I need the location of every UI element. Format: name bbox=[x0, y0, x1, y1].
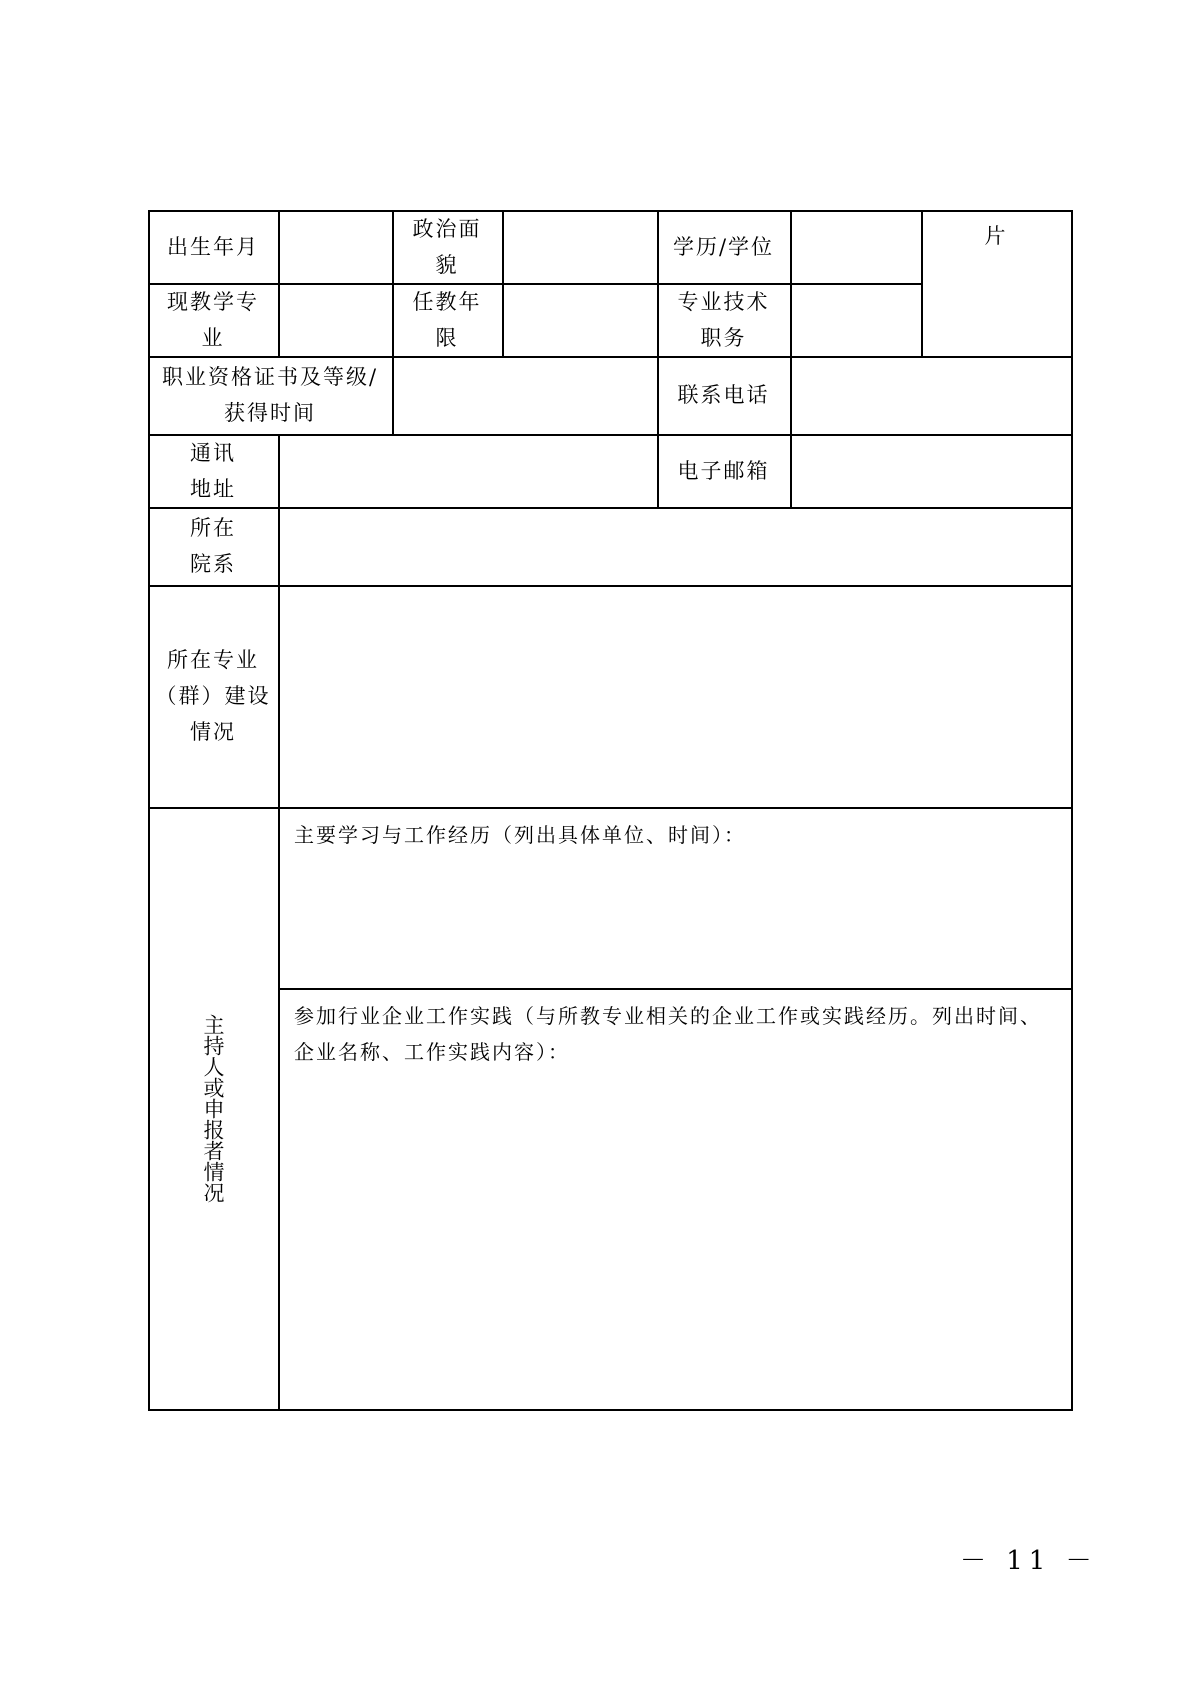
political-status-label: 政治面 貌 bbox=[412, 216, 482, 277]
teaching-years-field[interactable] bbox=[504, 285, 657, 356]
email-field[interactable] bbox=[792, 436, 1071, 507]
degree-field[interactable] bbox=[792, 212, 921, 283]
table-border-right bbox=[1071, 210, 1073, 1411]
phone-label: 联系电话 bbox=[677, 383, 770, 407]
professional-title-label: 专业技术 职务 bbox=[677, 289, 770, 350]
experience-label: 主要学习与工作经历（列出具体单位、时间）： bbox=[294, 823, 746, 847]
degree-label: 学历/学位 bbox=[672, 234, 775, 259]
industry-practice-field[interactable] bbox=[280, 990, 1071, 1409]
birth-date-label: 出生年月 bbox=[167, 234, 259, 259]
photo-box[interactable]: 片 bbox=[984, 224, 1008, 248]
teaching-major-field[interactable] bbox=[280, 285, 392, 356]
department-label: 所在 院系 bbox=[190, 516, 236, 576]
industry-practice-label: 参加行业企业工作实践（与所教专业相关的企业工作或实践经历。列出时间、企业名称、工作实践内容）： bbox=[294, 1004, 1042, 1064]
professional-title-field[interactable] bbox=[792, 285, 921, 356]
address-field[interactable] bbox=[280, 436, 657, 507]
table-border-bottom bbox=[148, 1409, 1073, 1411]
program-construction-label: 所在专业 （群）建设 情况 bbox=[155, 648, 271, 744]
program-construction-field[interactable] bbox=[280, 587, 1071, 807]
certificate-label: 职业资格证书及等级/ 获得时间 bbox=[161, 365, 379, 425]
page-number: － 11 － bbox=[960, 1546, 1098, 1576]
experience-field[interactable] bbox=[280, 809, 1071, 988]
address-label: 通讯 地址 bbox=[190, 440, 236, 501]
birth-date-field[interactable] bbox=[280, 212, 392, 283]
department-field[interactable] bbox=[280, 509, 1071, 585]
teaching-years-label: 任教年 限 bbox=[412, 289, 482, 350]
email-label: 电子邮箱 bbox=[677, 458, 770, 483]
phone-field[interactable] bbox=[792, 358, 1071, 434]
political-status-field[interactable] bbox=[504, 212, 657, 283]
host-info-label: 主持人或申报者情况 bbox=[201, 1013, 225, 1203]
certificate-field[interactable] bbox=[394, 358, 657, 434]
teaching-major-label: 现教学专 业 bbox=[167, 289, 259, 350]
